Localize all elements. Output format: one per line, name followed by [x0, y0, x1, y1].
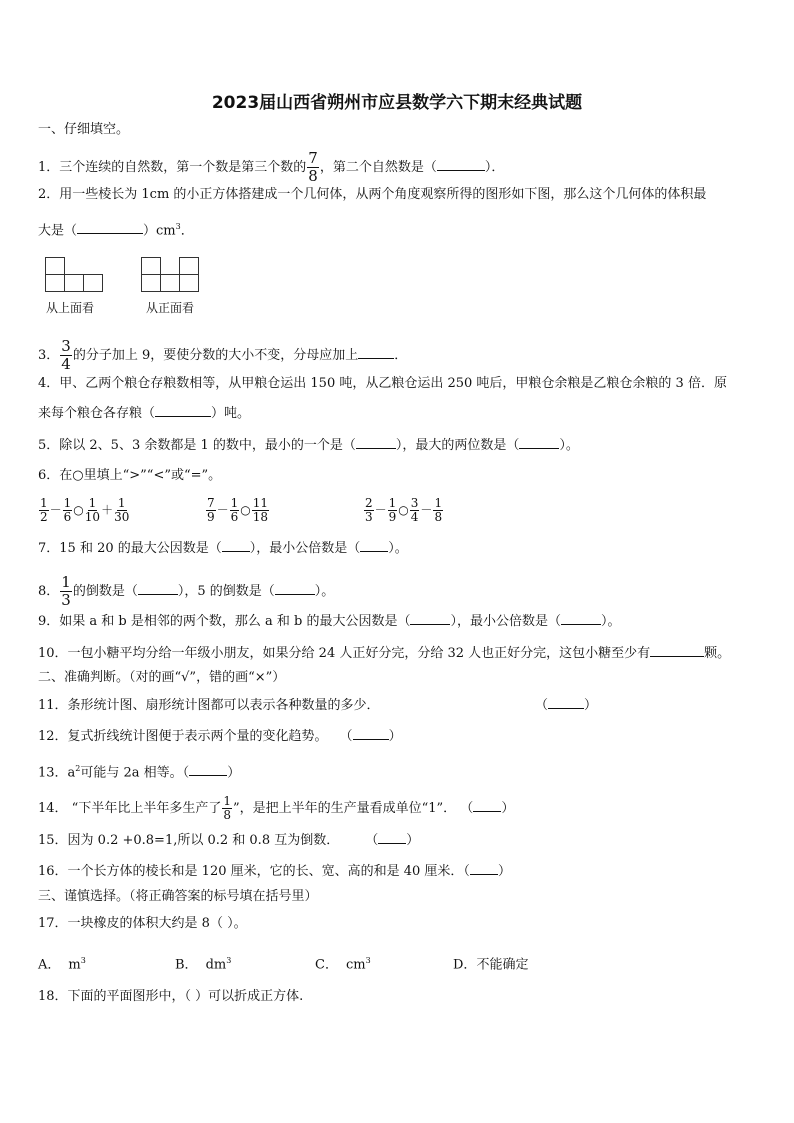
- question-8: 8． $\frac{1}{3}$ 的倒数是（ ），5 的倒数是（ ）。: [38, 573, 335, 609]
- question-4-line2: 来每个粮仓各存粮（ ）吨。: [38, 406, 251, 421]
- question-12: 12．复式折线统计图便于表示两个量的变化趋势。 （ ）: [38, 729, 402, 744]
- question-7: 7．15 和 20 的最大公因数是（ ），最小公倍数是（ ）。: [38, 541, 408, 556]
- question-14: 14． “下半年比上半年多生产了 $\frac{1}{8}$ ”，是把上半年的生产量看成单位“1”． （ ）: [38, 794, 515, 822]
- question-17: 17．一块橡皮的体积大约是 8（ ）。: [38, 916, 247, 931]
- question-3: 3． $\frac{3}{4}$ 的分子加上 9，要使分数的大小不变，分母应加上 ．: [38, 337, 408, 373]
- compare-circle[interactable]: ○: [398, 503, 409, 517]
- section-3-heading: 三、谨慎选择。（将正确答案的标号填在括号里）: [38, 889, 318, 904]
- answer-blank[interactable]: [378, 843, 406, 844]
- compare-circle[interactable]: ○: [73, 503, 84, 517]
- question-16: 16．一个长方体的棱长和是 120 厘米，它的长、宽、高的和是 40 厘米．（ ）: [38, 864, 511, 879]
- page-title: 2023届山西省朔州市应县数学六下期末经典试题: [211, 93, 583, 113]
- top-view-caption: 从上面看: [46, 301, 95, 315]
- question-15: 15．因为 0.2 +0.8=1,所以 0.2 和 0.8 互为倒数． （ ）: [38, 833, 420, 848]
- question-11-answer[interactable]: （ ）: [535, 698, 598, 713]
- front-view-figure: [141, 257, 207, 297]
- question-13: 13．$a^2$可能与 2a 相等。（ ）: [38, 764, 241, 781]
- question-5: 5．除以 2、5、3 余数都是 1 的数中，最小的一个是（ ），最大的两位数是（ ）。: [38, 438, 579, 453]
- answer-blank[interactable]: [360, 551, 388, 552]
- option-c[interactable]: C． $cm^3$: [315, 956, 371, 973]
- answer-blank[interactable]: [410, 624, 450, 625]
- question-18: 18．下面的平面图形中，（ ）可以折成正方体.: [38, 989, 304, 1004]
- answer-blank[interactable]: [356, 448, 396, 449]
- section-1-heading: 一、仔细填空。: [38, 122, 130, 137]
- compare-expression-2: $\frac{7}{9}$ － $\frac{1}{6}$ ○ $\frac{11}{18}$: [207, 496, 269, 524]
- answer-blank[interactable]: [353, 739, 389, 740]
- question-1: 1．三个连续的自然数，第一个数是第三个数的 $\frac{7}{8}$ ，第二个自然数是（ ）．: [38, 149, 505, 185]
- top-view-figure: [45, 257, 111, 297]
- option-d[interactable]: D．不能确定: [453, 957, 529, 973]
- question-11: 11．条形统计图、扇形统计图都可以表示各种数量的多少．: [38, 698, 380, 713]
- question-2-line2: 大是（ ）$cm^3$．: [38, 222, 194, 239]
- question-6: 6．在○里填上“>”“<”或“=”。: [38, 468, 222, 483]
- answer-blank[interactable]: [650, 656, 704, 657]
- answer-blank[interactable]: [222, 551, 250, 552]
- option-b[interactable]: B． $dm^3$: [175, 956, 232, 973]
- option-a[interactable]: A． $m^3$: [38, 956, 86, 973]
- fraction: $\frac{1}{3}$: [61, 573, 71, 609]
- answer-blank[interactable]: [189, 775, 227, 776]
- compare-expression-3: $\frac{2}{3}$ － $\frac{1}{9}$ ○ $\frac{3}{4}$ － $\frac{1}{8}$: [365, 496, 443, 524]
- section-2-heading: 二、准确判断。（对的画“√”，错的画“×”）: [38, 670, 286, 685]
- answer-blank[interactable]: [561, 624, 601, 625]
- answer-blank[interactable]: [473, 811, 501, 812]
- fraction: $\frac{3}{4}$: [61, 337, 71, 373]
- question-4-line1: 4．甲、乙两个粮仓存粮数相等，从甲粮仓运出 150 吨，从乙粮仓运出 250 吨后，甲粮仓余粮是乙粮仓余粮的 3 倍．原: [38, 376, 727, 391]
- answer-blank[interactable]: [358, 358, 394, 359]
- compare-circle[interactable]: ○: [240, 503, 251, 517]
- answer-blank[interactable]: [275, 594, 315, 595]
- compare-expression-1: $\frac{1}{2}$ － $\frac{1}{6}$ ○ $\frac{1}{10}$ ＋ $\frac{1}{30}$: [40, 496, 130, 524]
- fraction: $\frac{7}{8}$: [308, 149, 318, 185]
- answer-blank[interactable]: [155, 416, 211, 417]
- question-9: 9．如果 a 和 b 是相邻的两个数，那么 a 和 b 的最大公因数是（ ），最小公倍数是（ ）。: [38, 614, 621, 629]
- answer-blank[interactable]: [519, 448, 559, 449]
- answer-blank[interactable]: [138, 594, 178, 595]
- front-view-caption: 从正面看: [146, 301, 195, 315]
- answer-blank[interactable]: [470, 874, 498, 875]
- question-10: 10．一包小糖平均分给一年级小朋友，如果分给 24 人正好分完，分给 32 人也正好分完，这包小糖至少有 颗。: [38, 646, 731, 661]
- answer-blank[interactable]: [437, 170, 485, 171]
- answer-blank[interactable]: [77, 233, 143, 234]
- question-2-line1: 2．用一些棱长为 1cm 的小正方体搭建成一个几何体，从两个角度观察所得的图形如下图，那么这个几何体的体积最: [38, 187, 707, 202]
- fraction: $\frac{1}{8}$: [223, 794, 231, 822]
